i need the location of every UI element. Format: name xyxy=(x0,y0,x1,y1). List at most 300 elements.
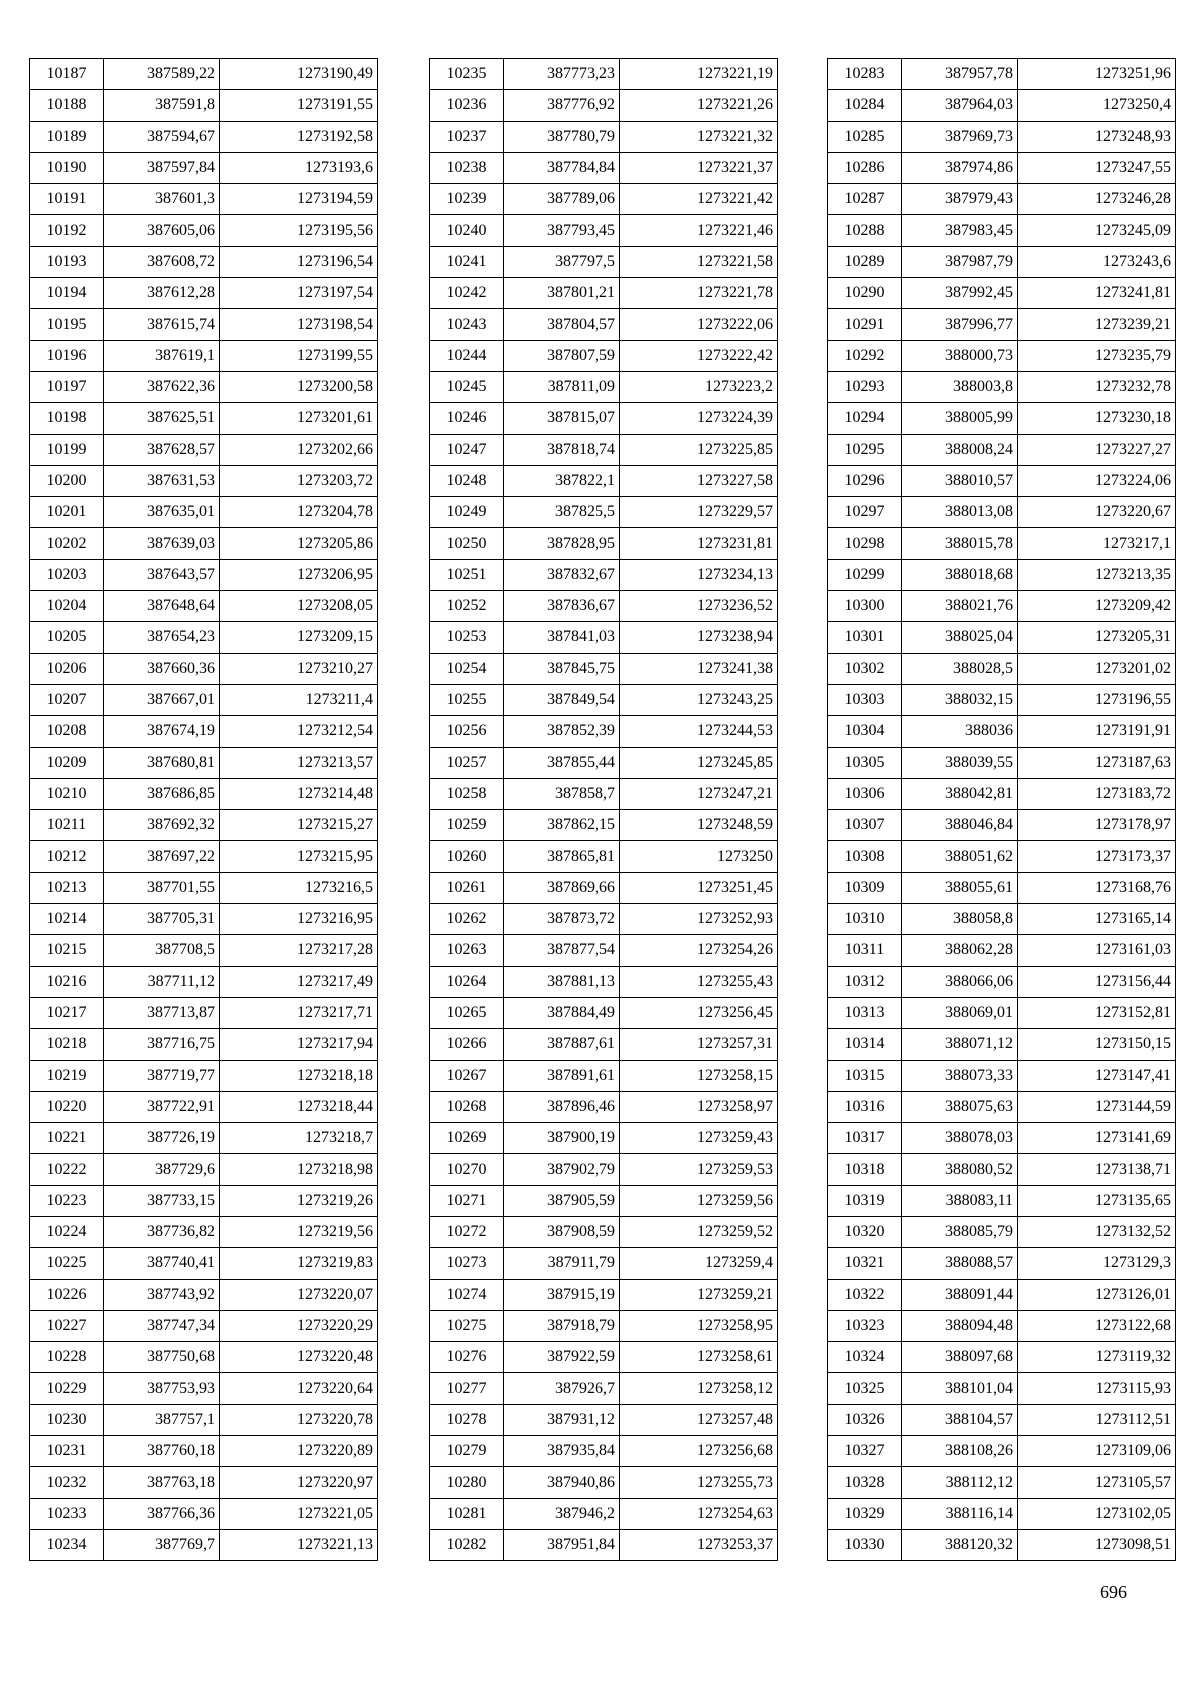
x-coordinate-cell: 387625,51 xyxy=(104,403,220,434)
y-coordinate-cell: 1273150,15 xyxy=(1018,1029,1176,1060)
point-number-cell: 10200 xyxy=(30,465,104,496)
table-row xyxy=(828,684,1176,715)
point-number-cell: 10207 xyxy=(30,684,104,715)
point-number-cell: 10245 xyxy=(430,371,504,402)
x-coordinate-cell: 388005,99 xyxy=(902,403,1018,434)
table-row xyxy=(828,434,1176,465)
table-row xyxy=(430,1029,778,1060)
x-coordinate-cell: 388058,8 xyxy=(902,904,1018,935)
table-row xyxy=(30,904,378,935)
table-row xyxy=(828,1467,1176,1498)
y-coordinate-cell: 1273220,67 xyxy=(1018,497,1176,528)
table-row xyxy=(828,1342,1176,1373)
y-coordinate-cell: 1273119,32 xyxy=(1018,1342,1176,1373)
table-row xyxy=(828,1216,1176,1247)
y-coordinate-cell: 1273244,53 xyxy=(620,716,778,747)
y-coordinate-cell: 1273204,78 xyxy=(220,497,378,528)
y-coordinate-cell: 1273212,54 xyxy=(220,716,378,747)
point-number-cell: 10311 xyxy=(828,935,902,966)
point-number-cell: 10241 xyxy=(430,246,504,277)
x-coordinate-cell: 388025,04 xyxy=(902,622,1018,653)
y-coordinate-cell: 1273210,27 xyxy=(220,653,378,684)
x-coordinate-cell: 387918,79 xyxy=(504,1310,620,1341)
point-number-cell: 10220 xyxy=(30,1091,104,1122)
table-row xyxy=(30,1373,378,1404)
point-number-cell: 10192 xyxy=(30,215,104,246)
y-coordinate-cell: 1273112,51 xyxy=(1018,1404,1176,1435)
y-coordinate-cell: 1273234,13 xyxy=(620,559,778,590)
y-coordinate-cell: 1273220,64 xyxy=(220,1373,378,1404)
point-number-cell: 10206 xyxy=(30,653,104,684)
table-row xyxy=(430,810,778,841)
x-coordinate-cell: 388046,84 xyxy=(902,810,1018,841)
point-number-cell: 10294 xyxy=(828,403,902,434)
y-coordinate-cell: 1273238,94 xyxy=(620,622,778,653)
y-coordinate-cell: 1273178,97 xyxy=(1018,810,1176,841)
y-coordinate-cell: 1273259,4 xyxy=(620,1248,778,1279)
point-number-cell: 10309 xyxy=(828,872,902,903)
table-row xyxy=(430,622,778,653)
point-number-cell: 10327 xyxy=(828,1436,902,1467)
point-number-cell: 10244 xyxy=(430,340,504,371)
x-coordinate-cell: 388010,57 xyxy=(902,465,1018,496)
table-row xyxy=(30,810,378,841)
x-coordinate-cell: 388015,78 xyxy=(902,528,1018,559)
x-coordinate-cell: 387619,1 xyxy=(104,340,220,371)
y-coordinate-cell: 1273219,83 xyxy=(220,1248,378,1279)
y-coordinate-cell: 1273230,18 xyxy=(1018,403,1176,434)
point-number-cell: 10328 xyxy=(828,1467,902,1498)
point-number-cell: 10281 xyxy=(430,1498,504,1529)
x-coordinate-cell: 388088,57 xyxy=(902,1248,1018,1279)
x-coordinate-cell: 388116,14 xyxy=(902,1498,1018,1529)
table-row xyxy=(828,935,1176,966)
x-coordinate-cell: 388108,26 xyxy=(902,1436,1018,1467)
table-row xyxy=(430,1467,778,1498)
point-number-cell: 10284 xyxy=(828,90,902,121)
point-number-cell: 10312 xyxy=(828,966,902,997)
x-coordinate-cell: 387836,67 xyxy=(504,591,620,622)
table-row xyxy=(430,59,778,90)
point-number-cell: 10187 xyxy=(30,59,104,90)
table-row xyxy=(30,1342,378,1373)
point-number-cell: 10266 xyxy=(430,1029,504,1060)
y-coordinate-cell: 1273220,48 xyxy=(220,1342,378,1373)
x-coordinate-cell: 387884,49 xyxy=(504,997,620,1028)
table-row xyxy=(30,747,378,778)
x-coordinate-cell: 388091,44 xyxy=(902,1279,1018,1310)
point-number-cell: 10274 xyxy=(430,1279,504,1310)
point-number-cell: 10255 xyxy=(430,684,504,715)
point-number-cell: 10239 xyxy=(430,184,504,215)
x-coordinate-cell: 387931,12 xyxy=(504,1404,620,1435)
table-row xyxy=(30,559,378,590)
table-row xyxy=(828,528,1176,559)
y-coordinate-cell: 1273102,05 xyxy=(1018,1498,1176,1529)
table-row xyxy=(828,1123,1176,1154)
table-row xyxy=(430,215,778,246)
table-row xyxy=(828,1185,1176,1216)
y-coordinate-cell: 1273115,93 xyxy=(1018,1373,1176,1404)
x-coordinate-cell: 388069,01 xyxy=(902,997,1018,1028)
table-row xyxy=(430,278,778,309)
y-coordinate-cell: 1273241,38 xyxy=(620,653,778,684)
y-coordinate-cell: 1273221,32 xyxy=(620,121,778,152)
y-coordinate-cell: 1273254,26 xyxy=(620,935,778,966)
table-row xyxy=(430,1154,778,1185)
point-number-cell: 10221 xyxy=(30,1123,104,1154)
y-coordinate-cell: 1273243,25 xyxy=(620,684,778,715)
y-coordinate-cell: 1273256,45 xyxy=(620,997,778,1028)
y-coordinate-cell: 1273259,21 xyxy=(620,1279,778,1310)
y-coordinate-cell: 1273221,19 xyxy=(620,59,778,90)
x-coordinate-cell: 387643,57 xyxy=(104,559,220,590)
table-row xyxy=(30,841,378,872)
point-number-cell: 10275 xyxy=(430,1310,504,1341)
point-number-cell: 10302 xyxy=(828,653,902,684)
x-coordinate-cell: 387974,86 xyxy=(902,152,1018,183)
point-number-cell: 10322 xyxy=(828,1279,902,1310)
point-number-cell: 10227 xyxy=(30,1310,104,1341)
table-row xyxy=(30,121,378,152)
table-row xyxy=(828,1373,1176,1404)
x-coordinate-cell: 387865,81 xyxy=(504,841,620,872)
x-coordinate-cell: 388066,06 xyxy=(902,966,1018,997)
x-coordinate-cell: 388051,62 xyxy=(902,841,1018,872)
x-coordinate-cell: 387987,79 xyxy=(902,246,1018,277)
y-coordinate-cell: 1273255,43 xyxy=(620,966,778,997)
y-coordinate-cell: 1273191,55 xyxy=(220,90,378,121)
table-row xyxy=(30,1123,378,1154)
x-coordinate-cell: 387915,19 xyxy=(504,1279,620,1310)
y-coordinate-cell: 1273259,53 xyxy=(620,1154,778,1185)
table-row xyxy=(30,1498,378,1529)
y-coordinate-cell: 1273198,54 xyxy=(220,309,378,340)
x-coordinate-cell: 387648,64 xyxy=(104,591,220,622)
x-coordinate-cell: 387726,19 xyxy=(104,1123,220,1154)
x-coordinate-cell: 387845,75 xyxy=(504,653,620,684)
point-number-cell: 10208 xyxy=(30,716,104,747)
y-coordinate-cell: 1273239,21 xyxy=(1018,309,1176,340)
y-coordinate-cell: 1273187,63 xyxy=(1018,747,1176,778)
y-coordinate-cell: 1273165,14 xyxy=(1018,904,1176,935)
table-row xyxy=(430,1185,778,1216)
point-number-cell: 10287 xyxy=(828,184,902,215)
table-row xyxy=(430,528,778,559)
y-coordinate-cell: 1273217,71 xyxy=(220,997,378,1028)
point-number-cell: 10189 xyxy=(30,121,104,152)
table-row xyxy=(430,904,778,935)
point-number-cell: 10268 xyxy=(430,1091,504,1122)
x-coordinate-cell: 387887,61 xyxy=(504,1029,620,1060)
table-row xyxy=(430,434,778,465)
table-row xyxy=(430,1529,778,1560)
y-coordinate-cell: 1273222,06 xyxy=(620,309,778,340)
point-number-cell: 10301 xyxy=(828,622,902,653)
point-number-cell: 10283 xyxy=(828,59,902,90)
x-coordinate-cell: 387733,15 xyxy=(104,1185,220,1216)
x-coordinate-cell: 388078,03 xyxy=(902,1123,1018,1154)
table-row xyxy=(30,684,378,715)
table-row xyxy=(430,497,778,528)
x-coordinate-cell: 387789,06 xyxy=(504,184,620,215)
table-row xyxy=(828,747,1176,778)
y-coordinate-cell: 1273247,21 xyxy=(620,778,778,809)
point-number-cell: 10291 xyxy=(828,309,902,340)
table-row xyxy=(430,90,778,121)
point-number-cell: 10261 xyxy=(430,872,504,903)
x-coordinate-cell: 387705,31 xyxy=(104,904,220,935)
table-row xyxy=(430,1436,778,1467)
y-coordinate-cell: 1273241,81 xyxy=(1018,278,1176,309)
x-coordinate-cell: 387807,59 xyxy=(504,340,620,371)
y-coordinate-cell: 1273109,06 xyxy=(1018,1436,1176,1467)
y-coordinate-cell: 1273197,54 xyxy=(220,278,378,309)
point-number-cell: 10297 xyxy=(828,497,902,528)
x-coordinate-cell: 387716,75 xyxy=(104,1029,220,1060)
x-coordinate-cell: 387869,66 xyxy=(504,872,620,903)
point-number-cell: 10194 xyxy=(30,278,104,309)
table-row xyxy=(30,371,378,402)
point-number-cell: 10230 xyxy=(30,1404,104,1435)
table-row xyxy=(430,121,778,152)
point-number-cell: 10299 xyxy=(828,559,902,590)
y-coordinate-cell: 1273098,51 xyxy=(1018,1529,1176,1560)
y-coordinate-cell: 1273220,78 xyxy=(220,1404,378,1435)
table-row xyxy=(430,1342,778,1373)
point-number-cell: 10197 xyxy=(30,371,104,402)
y-coordinate-cell: 1273236,52 xyxy=(620,591,778,622)
x-coordinate-cell: 388055,61 xyxy=(902,872,1018,903)
point-number-cell: 10317 xyxy=(828,1123,902,1154)
point-number-cell: 10231 xyxy=(30,1436,104,1467)
point-number-cell: 10325 xyxy=(828,1373,902,1404)
x-coordinate-cell: 387818,74 xyxy=(504,434,620,465)
y-coordinate-cell: 1273219,56 xyxy=(220,1216,378,1247)
x-coordinate-cell: 387776,92 xyxy=(504,90,620,121)
table-row xyxy=(430,1248,778,1279)
x-coordinate-cell: 387946,2 xyxy=(504,1498,620,1529)
x-coordinate-cell: 388101,04 xyxy=(902,1373,1018,1404)
table-row xyxy=(828,1279,1176,1310)
point-number-cell: 10246 xyxy=(430,403,504,434)
x-coordinate-cell: 387697,22 xyxy=(104,841,220,872)
table-row xyxy=(430,1310,778,1341)
y-coordinate-cell: 1273248,93 xyxy=(1018,121,1176,152)
y-coordinate-cell: 1273259,56 xyxy=(620,1185,778,1216)
y-coordinate-cell: 1273259,52 xyxy=(620,1216,778,1247)
y-coordinate-cell: 1273217,28 xyxy=(220,935,378,966)
y-coordinate-cell: 1273252,93 xyxy=(620,904,778,935)
x-coordinate-cell: 387891,61 xyxy=(504,1060,620,1091)
point-number-cell: 10278 xyxy=(430,1404,504,1435)
x-coordinate-cell: 388062,28 xyxy=(902,935,1018,966)
y-coordinate-cell: 1273203,72 xyxy=(220,465,378,496)
y-coordinate-cell: 1273152,81 xyxy=(1018,997,1176,1028)
point-number-cell: 10264 xyxy=(430,966,504,997)
x-coordinate-cell: 387911,79 xyxy=(504,1248,620,1279)
y-coordinate-cell: 1273213,35 xyxy=(1018,559,1176,590)
point-number-cell: 10307 xyxy=(828,810,902,841)
y-coordinate-cell: 1273208,05 xyxy=(220,591,378,622)
x-coordinate-cell: 387849,54 xyxy=(504,684,620,715)
table-row xyxy=(430,1279,778,1310)
table-row xyxy=(30,184,378,215)
y-coordinate-cell: 1273129,3 xyxy=(1018,1248,1176,1279)
point-number-cell: 10315 xyxy=(828,1060,902,1091)
table-row xyxy=(30,935,378,966)
table-row xyxy=(30,1029,378,1060)
y-coordinate-cell: 1273132,52 xyxy=(1018,1216,1176,1247)
point-number-cell: 10202 xyxy=(30,528,104,559)
point-number-cell: 10253 xyxy=(430,622,504,653)
table-row xyxy=(828,841,1176,872)
table-row xyxy=(30,1436,378,1467)
table-row xyxy=(30,1529,378,1560)
table-row xyxy=(430,465,778,496)
y-coordinate-cell: 1273193,6 xyxy=(220,152,378,183)
table-row xyxy=(430,340,778,371)
table-row xyxy=(30,465,378,496)
coordinate-table-1 xyxy=(29,58,378,1561)
table-row xyxy=(30,59,378,90)
x-coordinate-cell: 387701,55 xyxy=(104,872,220,903)
table-row xyxy=(828,1498,1176,1529)
x-coordinate-cell: 388008,24 xyxy=(902,434,1018,465)
point-number-cell: 10252 xyxy=(430,591,504,622)
point-number-cell: 10201 xyxy=(30,497,104,528)
y-coordinate-cell: 1273215,95 xyxy=(220,841,378,872)
y-coordinate-cell: 1273247,55 xyxy=(1018,152,1176,183)
y-coordinate-cell: 1273202,66 xyxy=(220,434,378,465)
table-row xyxy=(30,966,378,997)
x-coordinate-cell: 387996,77 xyxy=(902,309,1018,340)
y-coordinate-cell: 1273126,01 xyxy=(1018,1279,1176,1310)
x-coordinate-cell: 388120,32 xyxy=(902,1529,1018,1560)
x-coordinate-cell: 387940,86 xyxy=(504,1467,620,1498)
x-coordinate-cell: 387639,03 xyxy=(104,528,220,559)
table-row xyxy=(828,778,1176,809)
y-coordinate-cell: 1273224,06 xyxy=(1018,465,1176,496)
point-number-cell: 10320 xyxy=(828,1216,902,1247)
y-coordinate-cell: 1273206,95 xyxy=(220,559,378,590)
table-row xyxy=(430,1498,778,1529)
table-row xyxy=(828,559,1176,590)
table-row xyxy=(430,371,778,402)
point-number-cell: 10262 xyxy=(430,904,504,935)
point-number-cell: 10205 xyxy=(30,622,104,653)
y-coordinate-cell: 1273254,63 xyxy=(620,1498,778,1529)
x-coordinate-cell: 387760,18 xyxy=(104,1436,220,1467)
point-number-cell: 10254 xyxy=(430,653,504,684)
table-row xyxy=(828,121,1176,152)
y-coordinate-cell: 1273256,68 xyxy=(620,1436,778,1467)
y-coordinate-cell: 1273225,85 xyxy=(620,434,778,465)
x-coordinate-cell: 388104,57 xyxy=(902,1404,1018,1435)
y-coordinate-cell: 1273224,39 xyxy=(620,403,778,434)
point-number-cell: 10251 xyxy=(430,559,504,590)
y-coordinate-cell: 1273232,78 xyxy=(1018,371,1176,402)
y-coordinate-cell: 1273220,89 xyxy=(220,1436,378,1467)
point-number-cell: 10300 xyxy=(828,591,902,622)
y-coordinate-cell: 1273219,26 xyxy=(220,1185,378,1216)
x-coordinate-cell: 387736,82 xyxy=(104,1216,220,1247)
table-row xyxy=(430,1216,778,1247)
point-number-cell: 10298 xyxy=(828,528,902,559)
table-row xyxy=(30,1279,378,1310)
table-row xyxy=(430,184,778,215)
point-number-cell: 10234 xyxy=(30,1529,104,1560)
x-coordinate-cell: 387992,45 xyxy=(902,278,1018,309)
point-number-cell: 10235 xyxy=(430,59,504,90)
y-coordinate-cell: 1273250 xyxy=(620,841,778,872)
table-row xyxy=(30,434,378,465)
x-coordinate-cell: 388042,81 xyxy=(902,778,1018,809)
table-row xyxy=(828,872,1176,903)
y-coordinate-cell: 1273251,96 xyxy=(1018,59,1176,90)
y-coordinate-cell: 1273168,76 xyxy=(1018,872,1176,903)
x-coordinate-cell: 388085,79 xyxy=(902,1216,1018,1247)
table-row xyxy=(430,716,778,747)
table-row xyxy=(430,684,778,715)
y-coordinate-cell: 1273216,5 xyxy=(220,872,378,903)
page-number: 696 xyxy=(1100,1582,1127,1602)
y-coordinate-cell: 1273191,91 xyxy=(1018,716,1176,747)
y-coordinate-cell: 1273221,58 xyxy=(620,246,778,277)
table-row xyxy=(828,1404,1176,1435)
point-number-cell: 10204 xyxy=(30,591,104,622)
table-row xyxy=(430,559,778,590)
point-number-cell: 10195 xyxy=(30,309,104,340)
x-coordinate-cell: 387858,7 xyxy=(504,778,620,809)
y-coordinate-cell: 1273231,81 xyxy=(620,528,778,559)
table-row xyxy=(30,1216,378,1247)
y-coordinate-cell: 1273214,48 xyxy=(220,778,378,809)
point-number-cell: 10237 xyxy=(430,121,504,152)
table-row xyxy=(828,591,1176,622)
point-number-cell: 10285 xyxy=(828,121,902,152)
x-coordinate-cell: 387711,12 xyxy=(104,966,220,997)
point-number-cell: 10196 xyxy=(30,340,104,371)
y-coordinate-cell: 1273245,09 xyxy=(1018,215,1176,246)
x-coordinate-cell: 387951,84 xyxy=(504,1529,620,1560)
table-row xyxy=(30,591,378,622)
point-number-cell: 10272 xyxy=(430,1216,504,1247)
point-number-cell: 10258 xyxy=(430,778,504,809)
table-row xyxy=(430,935,778,966)
x-coordinate-cell: 387905,59 xyxy=(504,1185,620,1216)
table-row xyxy=(30,1248,378,1279)
x-coordinate-cell: 387589,22 xyxy=(104,59,220,90)
x-coordinate-cell: 387801,21 xyxy=(504,278,620,309)
table-row xyxy=(828,1091,1176,1122)
x-coordinate-cell: 387635,01 xyxy=(104,497,220,528)
x-coordinate-cell: 387825,5 xyxy=(504,497,620,528)
table-row xyxy=(828,1154,1176,1185)
point-number-cell: 10295 xyxy=(828,434,902,465)
y-coordinate-cell: 1273192,58 xyxy=(220,121,378,152)
x-coordinate-cell: 387873,72 xyxy=(504,904,620,935)
point-number-cell: 10225 xyxy=(30,1248,104,1279)
point-number-cell: 10224 xyxy=(30,1216,104,1247)
x-coordinate-cell: 387667,01 xyxy=(104,684,220,715)
table-row xyxy=(828,810,1176,841)
table-row xyxy=(828,340,1176,371)
x-coordinate-cell: 387660,36 xyxy=(104,653,220,684)
table-row xyxy=(430,1091,778,1122)
point-number-cell: 10259 xyxy=(430,810,504,841)
table-row xyxy=(430,591,778,622)
